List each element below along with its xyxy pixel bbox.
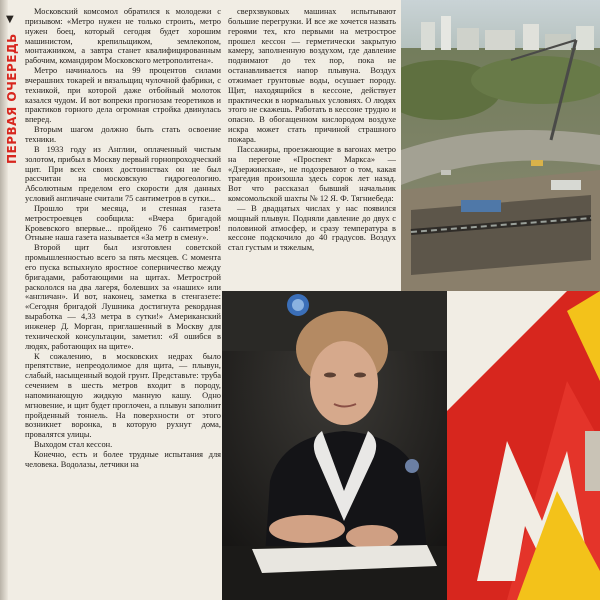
paragraph: Вторым шагом должно быть стать освоение техники. [25, 125, 221, 144]
paragraph: Метро начиналось на 99 процентов силами вчерашних токарей и вязальщиц чулочной фабрики, с техникой, при которой даже отбойный молоток казался чудом. И вот вопреки прогнозам теоретиков и практиков горного дела огромная стройка двинулась вперед. [25, 66, 221, 125]
paragraph: В 1933 году из Англии, оплаченный чистым золотом, прибыл в Москву первый горнопроходческий щит. При всех своих достоинствах он не был рассчитан на московскую гидрогеологию. Абсолютным пределом его скорости для данных условий англичане считали 75 сантиметров в сутки... [25, 144, 221, 204]
construction-site-photo [401, 0, 600, 291]
paragraph: — В двадцатых числах у нас появился мощный плывун. Подняли давление до двух с половиной атмосфер, и сразу температура в кессоне подскочило до 40 градусов. Воздух стал густым и тяжелым, [228, 203, 396, 253]
paragraph: Выходом стал кессон. [34, 440, 113, 450]
paragraph: Московский комсомол обратился к молодежи с призывом: «Метро нужен не только строить, метро нужен боец, который сегодня будет хорошим машинистом, крепильщиком, землекопом, монтажником, а завтра станет квалифицированным рабочим, командиром Московского метрополитена». [25, 7, 221, 66]
text-column-middle [228, 7, 396, 290]
paragraph: Пассажиры, проезжающие в вагонах метро на перегоне «Проспект Маркса» — «Дзержинская», не подозревают о том, какая трагедия произошла здесь сорок лет назад. Вот что рассказал бывший начальник комсомольской шахты № 12 Я. Ф. Тягниебеда: [228, 144, 396, 204]
section-heading [3, 33, 25, 166]
portrait-photo [222, 291, 447, 600]
paragraph: Второй щит был изготовлен советской промышленностью всего за пять месяцев. С момента его пуска вспыхнуло яростное соперничество между бригадами, работающими на щитах. Метрострой раскололся на два лагеря, болевших за «наших» или «англичан». И вот, наконец, заметка в стенгазете: «Сегодня бригадой Лушника достигнута рекордная выработка — 4,33 метра в сутки!» Американский инженер Д. Морган, приглашенный в Москву для технической консультации, заметил: «Я ошибся в людях, работающих на щите». [25, 243, 221, 351]
paragraph: сверхзвуковых машинах испытывают большие перегрузки. И все же хочется назвать героями тех, кто первыми на метрострое прошел кессон — герметически закрытую камеру, заполненную воздухом, где давление поднимают до тех пор, пока не останавливается напор плывуна. Воздух отжимает грунтовые воды, осушает породу. Щит, находящийся в кессоне, действует практически в нормальных условиях. О людях этого не скажешь. Работать в кессоне трудно и опасно. В обогащенном кислородом воздухе искра может стать причиной страшного пожара. [228, 7, 396, 144]
metro-logo-graphic [447, 291, 600, 600]
section-heading-text: ПЕРВАЯ ОЧЕРЕДЬ [5, 33, 19, 164]
paragraph: Конечно, есть и более трудные испытания для человека. Водолазы, летчики на [25, 449, 221, 469]
paragraph: К сожалению, в московских недрах было препятствие, непреодолимое для щита, — плывун, слабый, насыщенный водой грунт. Представьте: труба сечением в шесть метров входит в породу, напоминающую жидкую манную кашу. Одно мгновение, и щит будет проглочен, а плывун заполнит пройденный тоннель. На поверхности от этого возникнет воронка, в которую рухнут дома, провалятся улицы. [25, 351, 221, 440]
section-marker: ▼ [6, 14, 14, 25]
paragraph: Прошло три месяца, и стенная газета метростроевцев сообщила: «Вчера бригадой Кровевского впервые... пройдено 76 сантиметров! Отныне наша газета называется «За метр в смену». [25, 203, 221, 243]
text-column-left [25, 7, 221, 597]
